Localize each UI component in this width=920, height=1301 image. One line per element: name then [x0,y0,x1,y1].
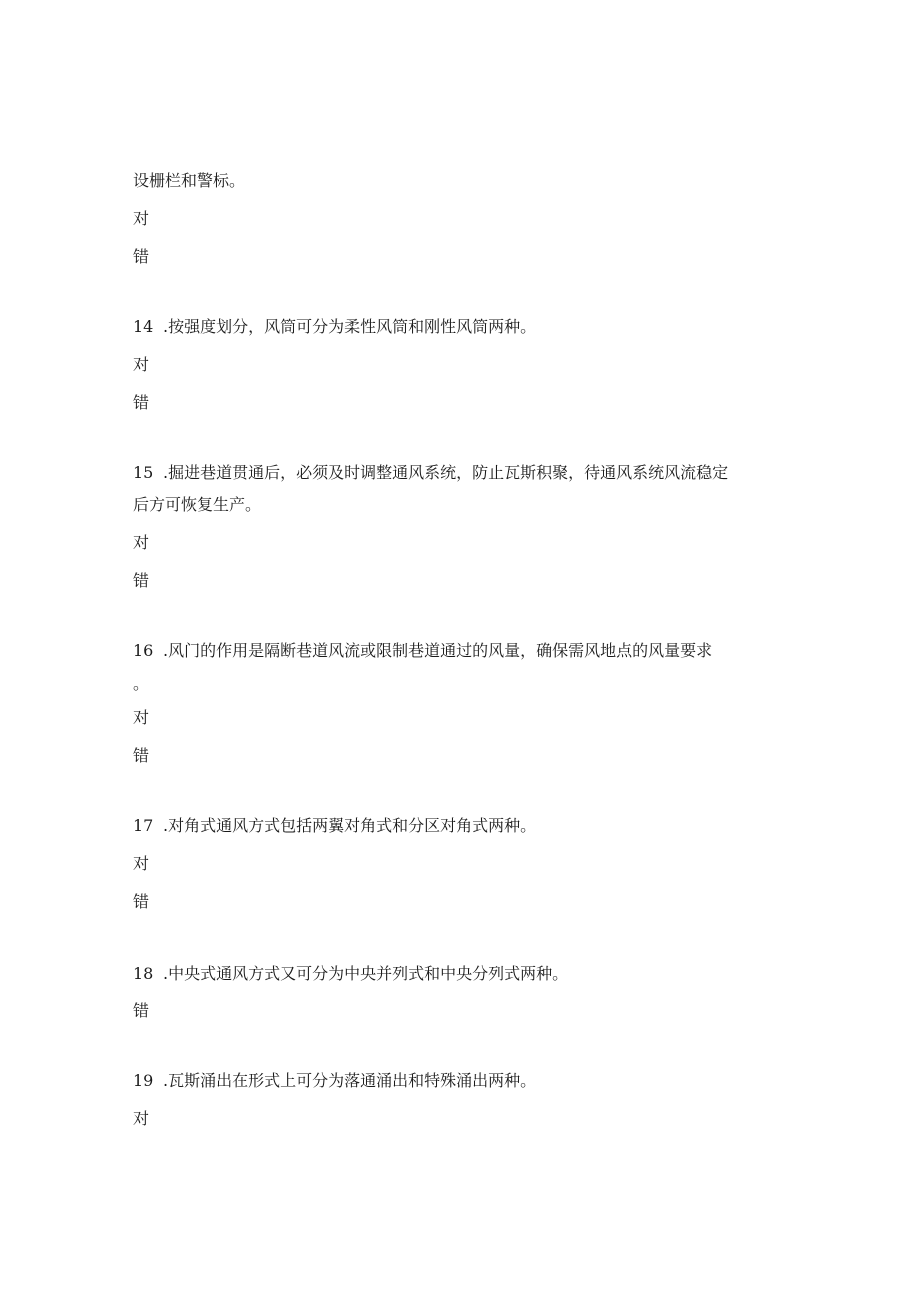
question-text: .中央式通风方式又可分为中央并列式和中央分列式两种。 [163,964,569,983]
question-text-continuation: 。 [133,674,150,693]
option-false[interactable]: 错 [133,571,150,590]
option-true[interactable]: 对 [133,708,150,727]
question-18 [133,964,568,984]
question-text: .按强度划分，风筒可分为柔性风筒和刚性风筒两种。 [163,317,537,336]
question-text: .瓦斯涌出在形式上可分为落通涌出和特殊涌出两种。 [163,1071,537,1090]
question-text-continuation: 后方可恢复生产。 [133,495,262,514]
question-text: .对角式通风方式包括两翼对角式和分区对角式两种。 [163,816,537,835]
question-14 [133,317,536,337]
question-15 [133,463,728,483]
question-text: .掘进巷道贯通后，必须及时调整通风系统，防止瓦斯积聚，待通风系统风流稳定 [163,463,729,482]
option-false[interactable]: 错 [133,247,150,266]
option-true[interactable]: 对 [133,533,150,552]
option-true[interactable]: 对 [133,209,150,228]
question-16 [133,641,712,661]
question-number: 16 [133,641,154,660]
option-true[interactable]: 对 [133,854,150,873]
option-false[interactable]: 错 [133,892,150,911]
option-false[interactable]: 错 [133,746,150,765]
option-true[interactable]: 对 [133,355,150,374]
question-number: 19 [133,1071,154,1090]
intro-text: 设栅栏和警标。 [133,171,246,190]
option-false[interactable]: 错 [133,1001,150,1020]
option-false[interactable]: 错 [133,393,150,412]
question-number: 15 [133,463,154,482]
question-19 [133,1071,536,1091]
option-true[interactable]: 对 [133,1109,150,1128]
question-text: .风门的作用是隔断巷道风流或限制巷道通过的风量，确保需风地点的风量要求 [163,641,713,660]
question-17 [133,816,536,836]
question-number: 17 [133,816,154,835]
question-number: 14 [133,317,154,336]
question-number: 18 [133,964,154,983]
